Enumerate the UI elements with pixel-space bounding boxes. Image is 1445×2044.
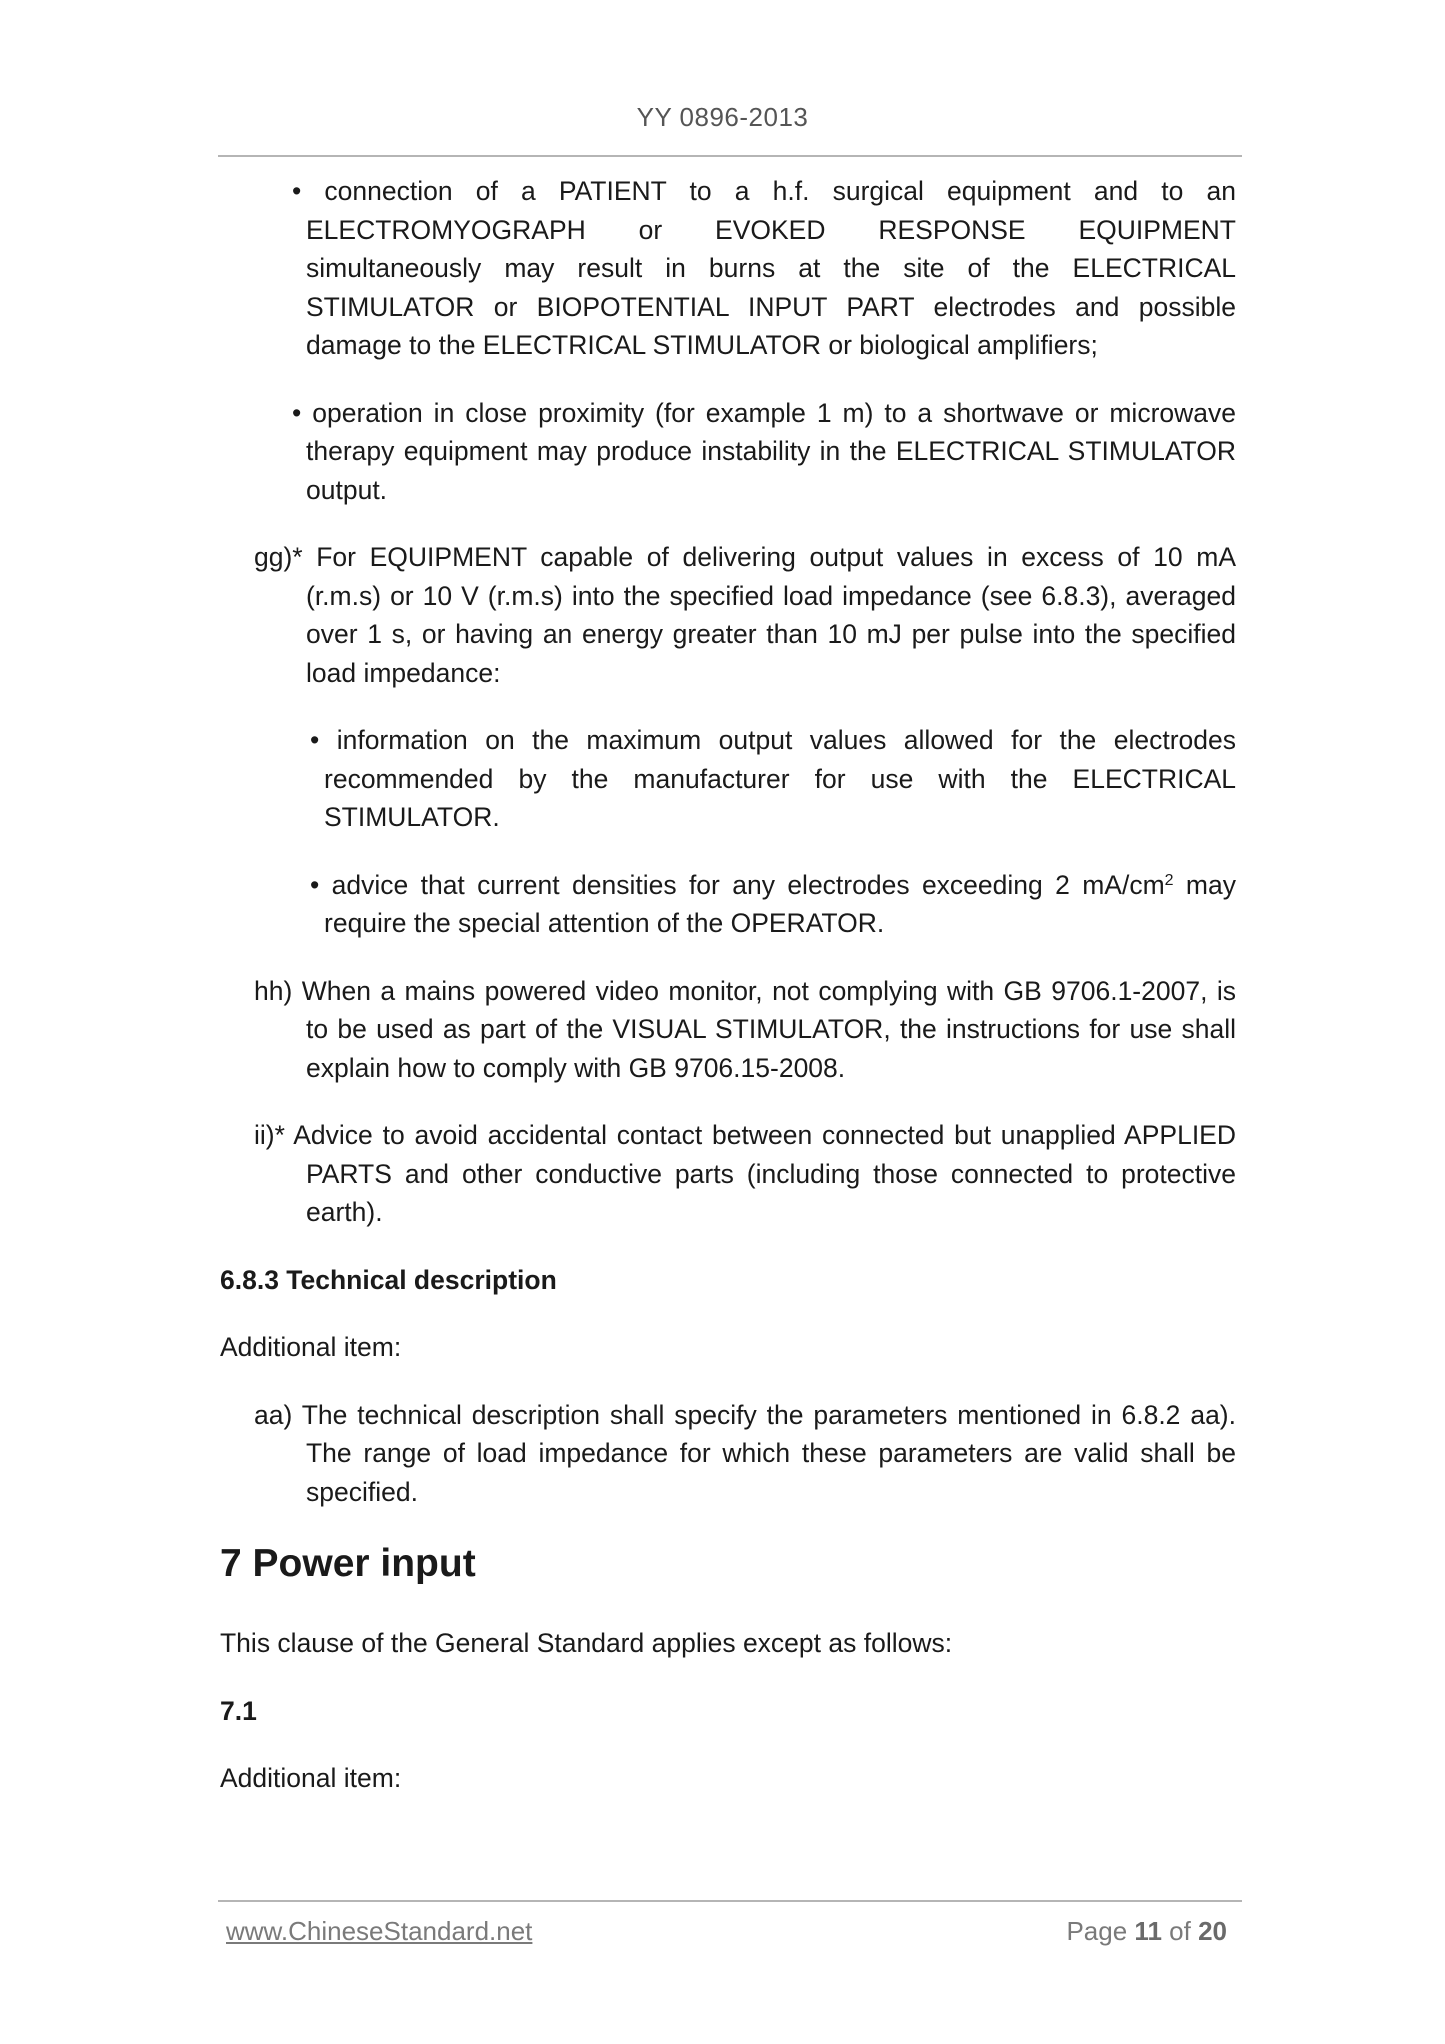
website-link[interactable]: www.ChineseStandard.net: [226, 1916, 533, 1946]
chapter-7-intro: This clause of the General Standard applies except as follows:: [220, 1628, 953, 1658]
page-word: Page: [1066, 1916, 1128, 1946]
section-6-8-3-heading: 6.8.3 Technical description: [220, 1264, 557, 1295]
list-item-aa: aa) The technical description shall specify the parameters mentioned in 6.8.2 aa). The range of load impedance for which these parameters are valid shall be specified.: [254, 1399, 1236, 1507]
chapter-7-heading: 7 Power input: [220, 1542, 476, 1585]
bullet-max-output-info: • information on the maximum output values allowed for the electrodes recommended by the manufacturer for use with the ELECTRICAL STIMULATOR.: [310, 725, 1236, 832]
current-density-text-end: may require the special attention of the OPERATOR.: [324, 869, 1236, 938]
page-number: [1066, 1916, 1227, 1947]
current-density-text-start: • advice that current densities for any electrodes exceeding 2 mA/cm: [310, 869, 1165, 900]
document-code-header: YY 0896-2013: [636, 102, 809, 132]
page-of: of: [1169, 1916, 1191, 1946]
list-item-ii: ii)* Advice to avoid accidental contact between connected but unapplied APPLIED PARTS and other conductive parts (including those connected to protective earth).: [254, 1120, 1236, 1227]
section-7-1-heading: 7.1: [220, 1695, 257, 1726]
footer-divider: [218, 1900, 1242, 1902]
bullet-current-density-advice: [220, 866, 1236, 943]
page-content: [220, 172, 1236, 1827]
bullet-hf-surgical-connection: • connection of a PATIENT to a h.f. surgical equipment and to an ELECTROMYOGRAPH or EVOKED RESPONSE EQUIPMENT simultaneously may result in burns at the site of the ELECTRICAL STIMULATOR or BIOPOTENTIAL INPUT PART electrodes and possible damage to the ELECTRICAL STIMULATOR or biological amplifiers;: [292, 176, 1236, 360]
page-total: 20: [1198, 1916, 1227, 1946]
additional-item-label: Additional item:: [220, 1332, 402, 1362]
list-item-hh: hh) When a mains powered video monitor, not complying with GB 9706.1-2007, is to be used as part of the VISUAL STIMULATOR, the instructions for use shall explain how to comply with GB 9706.15-2008.: [254, 975, 1236, 1083]
header-divider: [218, 155, 1242, 157]
list-item-gg: gg)* For EQUIPMENT capable of delivering output values in excess of 10 mA (r.m.s) or 10 V (r.m.s) into the specified load impedance (see 6.8.3), averaged over 1 s, or having an energy greater than 10 mJ per pulse into the specified load impedance:: [254, 542, 1236, 688]
page-current: 11: [1134, 1916, 1162, 1946]
superscript-2: 2: [1164, 871, 1174, 889]
additional-item-label-2: Additional item:: [220, 1763, 402, 1793]
bullet-shortwave-proximity: • operation in close proximity (for example 1 m) to a shortwave or microwave therapy equipment may produce instability in the ELECTRICAL STIMULATOR output.: [292, 397, 1236, 505]
